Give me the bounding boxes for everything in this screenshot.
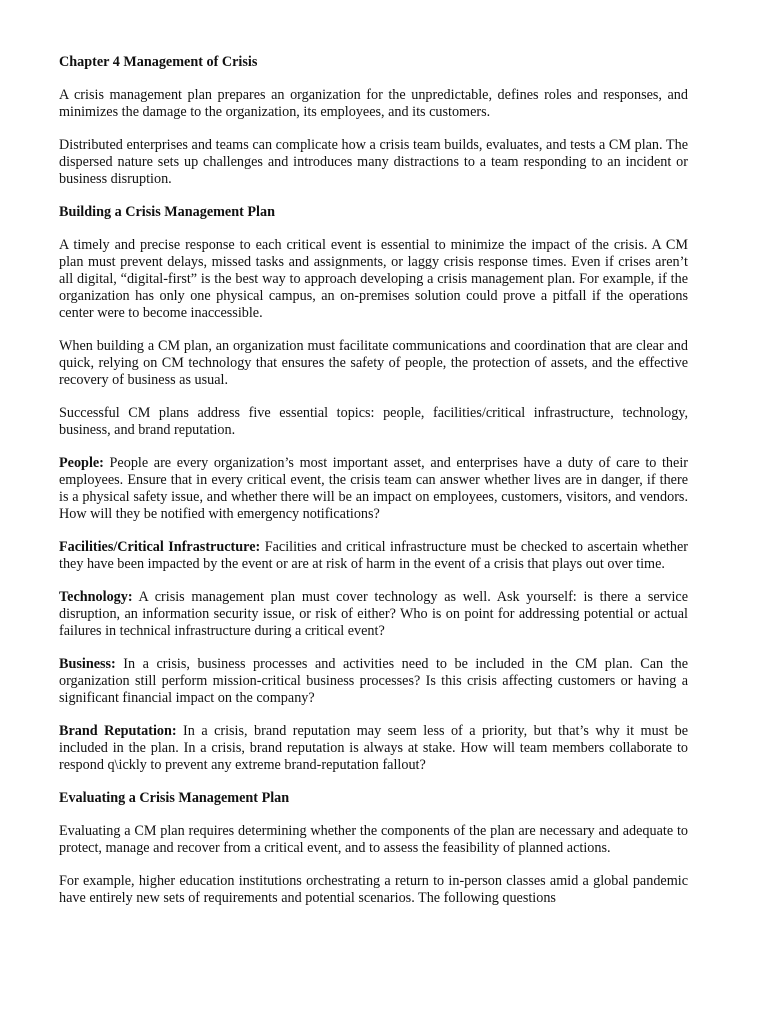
topic-people-label: People: (59, 455, 104, 471)
building-paragraph-2: When building a CM plan, an organization must facilitate communications and coordination that are clear and quick, relying on CM technology that ensures the safety of people, the protection of assets, and the effective recovery of business as usual. (59, 338, 688, 388)
topic-technology (59, 589, 688, 640)
topic-brand-reputation-label: Brand Reputation: (59, 723, 177, 739)
building-paragraph-3: Successful CM plans address five essential topics: people, facilities/critical infrastructure, technology, business, and brand reputation. (59, 405, 688, 438)
topic-business-text: In a crisis, business processes and activities need to be included in the CM plan. Can the organization still perform mission-critical business processes? Is this crisis affecting customers or having a significant financial impact on the company? (59, 656, 688, 706)
topic-facilities-text: Facilities and critical infrastructure must be checked to ascertain whether they have been impacted by the event or are at risk of harm in the event of a crisis that plays out over time. (59, 539, 688, 572)
evaluating-section-heading: Evaluating a Crisis Management Plan (59, 790, 290, 806)
topic-people-text: People are every organization’s most important asset, and enterprises have a duty of care to their employees. Ensure that in every critical event, the crisis team can answer whether lives are in danger, if there is a physical safety issue, and whether there will be an impact on employees, customers, visitors, and vendors. How will they be notified with emergency notifications? (59, 455, 688, 522)
intro-paragraph-2: Distributed enterprises and teams can complicate how a crisis team builds, evaluates, and tests a CM plan. The dispersed nature sets up challenges and introduces many distractions to a team responding to an incident or business disruption. (59, 137, 688, 187)
topic-facilities-label: Facilities/Critical Infrastructure: (59, 539, 261, 555)
building-paragraph-1: A timely and precise response to each critical event is essential to minimize the impact of the crisis. A CM plan must prevent delays, missed tasks and assignments, or laggy crisis response times. Even if crises aren’t all digital, “digital-first” is the best way to approach developing a crisis management plan. For example, if the organization has only one physical campus, an on-premises solution could prove a pitfall if the operations center were to become inaccessible. (59, 237, 688, 321)
chapter-title: Chapter 4 Management of Crisis (59, 54, 258, 70)
intro-paragraph-1: A crisis management plan prepares an organization for the unpredictable, defines roles and responses, and minimizes the damage to the organization, its employees, and its customers. (59, 87, 688, 120)
topic-technology-text: A crisis management plan must cover technology as well. Ask yourself: is there a service disruption, an information security issue, or risk of either? Who is on point for addressing potential or actual failures in technical infrastructure during a critical event? (59, 589, 688, 639)
topic-brand-reputation-text: In a crisis, brand reputation may seem less of a priority, but that’s why it must be included in the plan. In a crisis, brand reputation is always at stake. How will team members collaborate to respond q\ickly to prevent any extreme brand-reputation fallout? (59, 723, 688, 773)
topic-people (59, 455, 688, 523)
topic-brand-reputation (59, 723, 688, 774)
topic-business-label: Business: (59, 656, 116, 672)
evaluating-paragraph-1: Evaluating a CM plan requires determining whether the components of the plan are necessary and adequate to protect, manage and recover from a critical event, and to assess the feasibility of planned actions. (59, 823, 688, 856)
evaluating-paragraph-2: For example, higher education institutions orchestrating a return to in-person classes amid a global pandemic have entirely new sets of requirements and potential scenarios. The following questions (59, 873, 688, 906)
building-section-heading: Building a Crisis Management Plan (59, 204, 275, 220)
topic-business (59, 656, 688, 707)
topic-technology-label: Technology: (59, 589, 133, 605)
topic-facilities (59, 539, 688, 573)
